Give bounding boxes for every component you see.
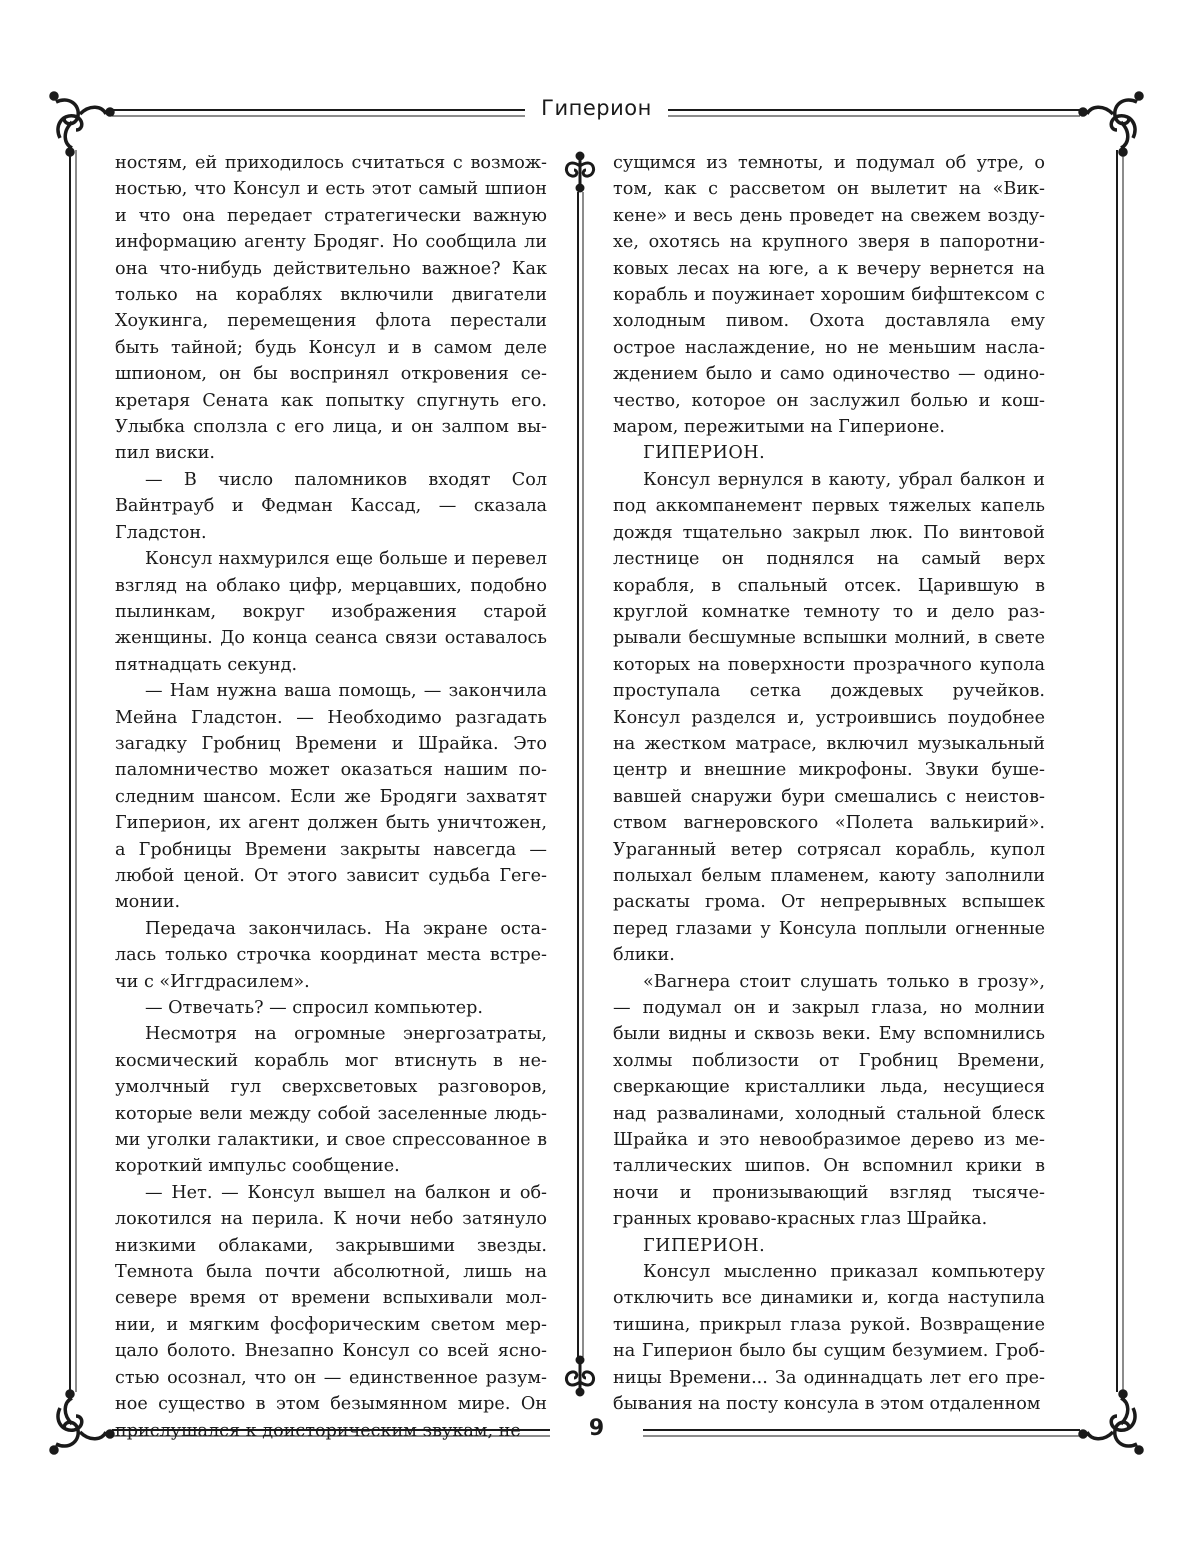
section-heading: ГИПЕРИОН.	[643, 443, 766, 464]
divider-ornament-top	[566, 153, 593, 191]
paragraph: «Вагнера стоит слушать только в грозу», — подумал он и закрыл глаза, но молнии были видны и сквозь веки. Ему вспомнились холмы поблизости от Гробниц Времени, сверкающие кристаллики льда, несущиеся над развалинами, холодный стальной блеск Шрайка и это невообразимое дерево из металлических шипов. Он вспомнил крики в ночи и пронизывающий взгляд тысячегранных кроваво-красных глаз Шрайка.	[613, 971, 1045, 1230]
divider-ornament-bottom	[566, 1357, 593, 1395]
paragraph: Передача закончилась. На экране осталась только строчка координат места встречи с «Иггдрасилем».	[115, 918, 547, 992]
paragraph: Консул вернулся в каюту, убрал балкон и под аккомпанемент первых тяжелых капель дождя тщательно закрыл люк. По винтовой лестнице он поднялся на самый верх корабля, в спальный отсек. Царившую в круглой комнатке темноту то и дело разрывали бесшумные вспышки молний, в свете которых на поверхности прозрачного купола проступала сетка дождевых ручейков. Консул разделся и, устроившись поудобнее на жестком матрасе, включил музыкальный центр и внешние микрофоны. Звуки бушевавшей снаружи бури смешались с неистовством вагнеровского «Полета валькирий». Ураганный ветер сотрясал корабль, купол полыхал белым пламенем, каюту заполнили раскаты грома. От непрерывных вспышек перед глазами у Консула поплыли огненные блики.	[613, 469, 1045, 966]
paragraph: — Отвечать? — спросил компьютер.	[145, 998, 483, 1018]
text-column-right	[613, 150, 1045, 1418]
running-header	[0, 96, 1193, 120]
running-title: Гиперион	[525, 96, 668, 120]
paragraph: — Нет. — Консул вышел на балкон и облокотился на перила. К ночи небо затянуло низкими облаками, закрывшими звезды. Темнота была почти абсолютной, лишь на севере время от времени вспыхивали молнии, и мягким фосфорическим светом мерцало болото. Внезапно Консул со всей ясностью осознал, что он — единственное разумное существо в этом безымянном мире. Он прислушался к доисторическим звукам, не	[115, 1182, 547, 1441]
paragraph: Консул мысленно приказал компьютеру отключить все динамики и, когда наступила тишина, прикрыл глаза рукой. Возвращение на Гиперион было бы сущим безумием. Гробницы Времени... За одиннадцать лет его пребывания на посту консула в этом отдаленном	[613, 1262, 1045, 1415]
paragraph: — Нам нужна ваша помощь, — закончила Мейна Гладстон. — Необходимо разгадать загадку Гробниц Времени и Шрайка. Это паломничество может оказаться нашим последним шансом. Если же Бродяги захватят Гиперион, их агент должен быть уничтожен, а Гробницы Времени закрыты навсегда — любой ценой. От этого зависит судьба Гегемонии.	[115, 681, 547, 913]
text-column-left	[115, 150, 547, 1444]
paragraph: сущимся из темноты, и подумал об утре, о том, как с рассветом он вылетит на «Виккене» и весь день проведет на свежем воздухе, охотясь на крупного зверя в папоротниковых лесах на юге, а к вечеру вернется на корабль и поужинает хорошим бифштексом с холодным пивом. Охота доставляла ему острое наслаждение, но не меньшим наслаждением было и само одиночество — одиночество, которое он заслужил болью и кошмаром, пережитыми на Гиперионе.	[613, 153, 1045, 438]
paragraph: ностям, ей приходилось считаться с возможностью, что Консул и есть этот самый шпион и что она передает стратегически важную информацию агенту Бродяг. Но сообщила ли она что-нибудь действительно важное? Как только на кораблях включили двигатели Хоукинга, перемещения флота перестали быть тайной; будь Консул и в самом деле шпионом, он бы воспринял откровения секретаря Сената как попытку спугнуть его. Улыбка сползла с его лица, и он залпом выпил виски.	[115, 153, 547, 464]
paragraph: Консул нахмурился еще больше и перевел взгляд на облако цифр, мерцавших, подобно пылинкам, вокруг изображения старой женщины. До конца сеанса связи оставалось пятнадцать секунд.	[115, 549, 547, 675]
paragraph: — В число паломников входят Сол Вайнтрауб и Федман Кассад, — сказала Гладстон.	[115, 469, 547, 543]
paragraph: Несмотря на огромные энергозатраты, космический корабль мог втиснуть в неумолчный гул сверхсветовых разговоров, которые вели между собой заселенные людьми уголки галактики, и свое спрессованное в короткий импульс сообщение.	[115, 1024, 547, 1177]
page-number: 9	[0, 1416, 1193, 1441]
section-heading: ГИПЕРИОН.	[643, 1235, 766, 1256]
